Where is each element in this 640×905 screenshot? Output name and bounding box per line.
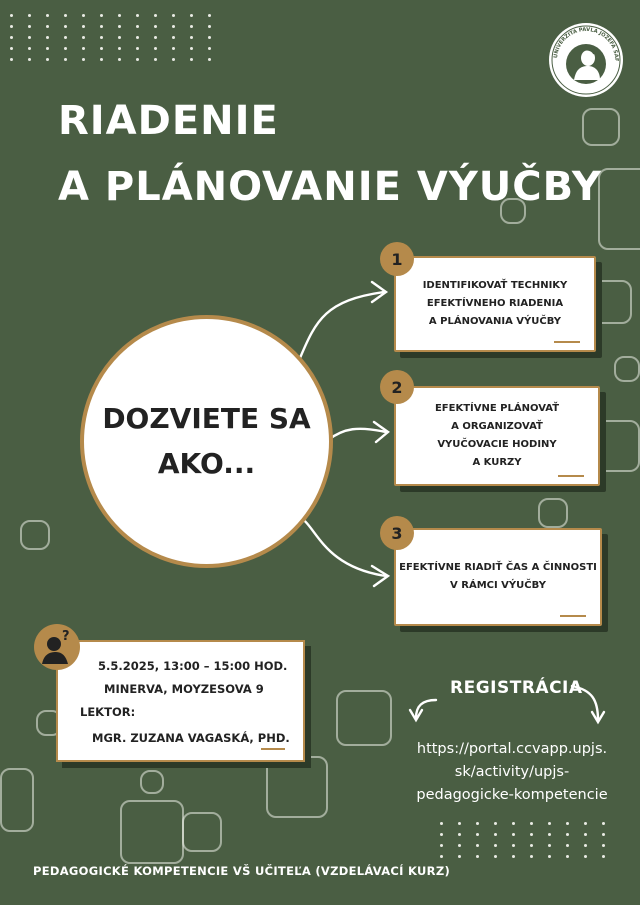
learning-goal-card-3 xyxy=(394,528,602,626)
number-badge-3: 3 xyxy=(380,516,414,550)
card-2-line-2: A ORGANIZOVAŤ xyxy=(451,421,543,432)
url-line-2[interactable]: sk/activity/upjs- xyxy=(454,764,570,780)
title-line-2: A PLÁNOVANIE VÝUČBY xyxy=(58,164,602,210)
card-accent-bar xyxy=(560,615,586,617)
card-1-line-3: A PLÁNOVANIA VÝUČBY xyxy=(428,316,562,327)
url-line-1[interactable]: https://portal.ccvapp.upjs. xyxy=(416,741,608,757)
card-1-line-1: IDENTIFIKOVAŤ TECHNIKY xyxy=(422,280,568,291)
course-footer: PEDAGOGICKÉ KOMPETENCIE VŠ UČITEĽA (VZDELÁVACÍ KURZ) xyxy=(33,864,451,878)
card-accent-bar xyxy=(261,748,285,750)
card-2-line-1: EFEKTÍVNE PLÁNOVAŤ xyxy=(434,403,560,414)
card-2-line-4: A KURZY xyxy=(472,457,522,468)
learning-goal-card-2 xyxy=(394,386,600,486)
title-line-1: RIADENIE xyxy=(58,98,279,144)
registration-label: REGISTRÁCIA xyxy=(450,678,583,698)
logo-text: UNIVERZITA PAVLA JOZEFA ŠAF xyxy=(553,26,620,61)
card-accent-bar xyxy=(554,341,580,343)
number-badge-2: 2 xyxy=(380,370,414,404)
svg-text:?: ? xyxy=(62,629,70,644)
event-datetime: 5.5.2025, 13:00 – 15:00 HOD. xyxy=(98,659,288,673)
event-info-card xyxy=(56,640,305,762)
number-badge-1: 1 xyxy=(380,242,414,276)
card-1-line-2: EFEKTÍVNEHO RIADENIA xyxy=(426,298,564,309)
lecturer-name: MGR. ZUZANA VAGASKÁ, PHD. xyxy=(92,731,290,745)
card-2-line-3: VYUČOVACIE HODINY xyxy=(437,439,557,450)
circle-line-1: DOZVIETE SA xyxy=(102,401,311,435)
learning-goal-card-1 xyxy=(394,256,596,352)
intro-circle xyxy=(80,315,333,568)
person-question-icon xyxy=(34,624,80,670)
lecturer-label: LEKTOR: xyxy=(80,705,136,719)
event-place: MINERVA, MOYZESOVA 9 xyxy=(104,682,264,696)
registration-url[interactable] xyxy=(412,738,612,807)
url-line-3[interactable]: pedagogicke-kompetencie xyxy=(416,787,608,803)
arrow-to-item-2 xyxy=(328,429,386,440)
card-3-line-2: V RÁMCI VÝUČBY xyxy=(450,580,546,591)
card-accent-bar xyxy=(558,475,584,477)
circle-line-2: AKO... xyxy=(157,446,256,480)
card-3-line-1: EFEKTÍVNE RIADIŤ ČAS A ČINNOSTI xyxy=(399,562,597,573)
